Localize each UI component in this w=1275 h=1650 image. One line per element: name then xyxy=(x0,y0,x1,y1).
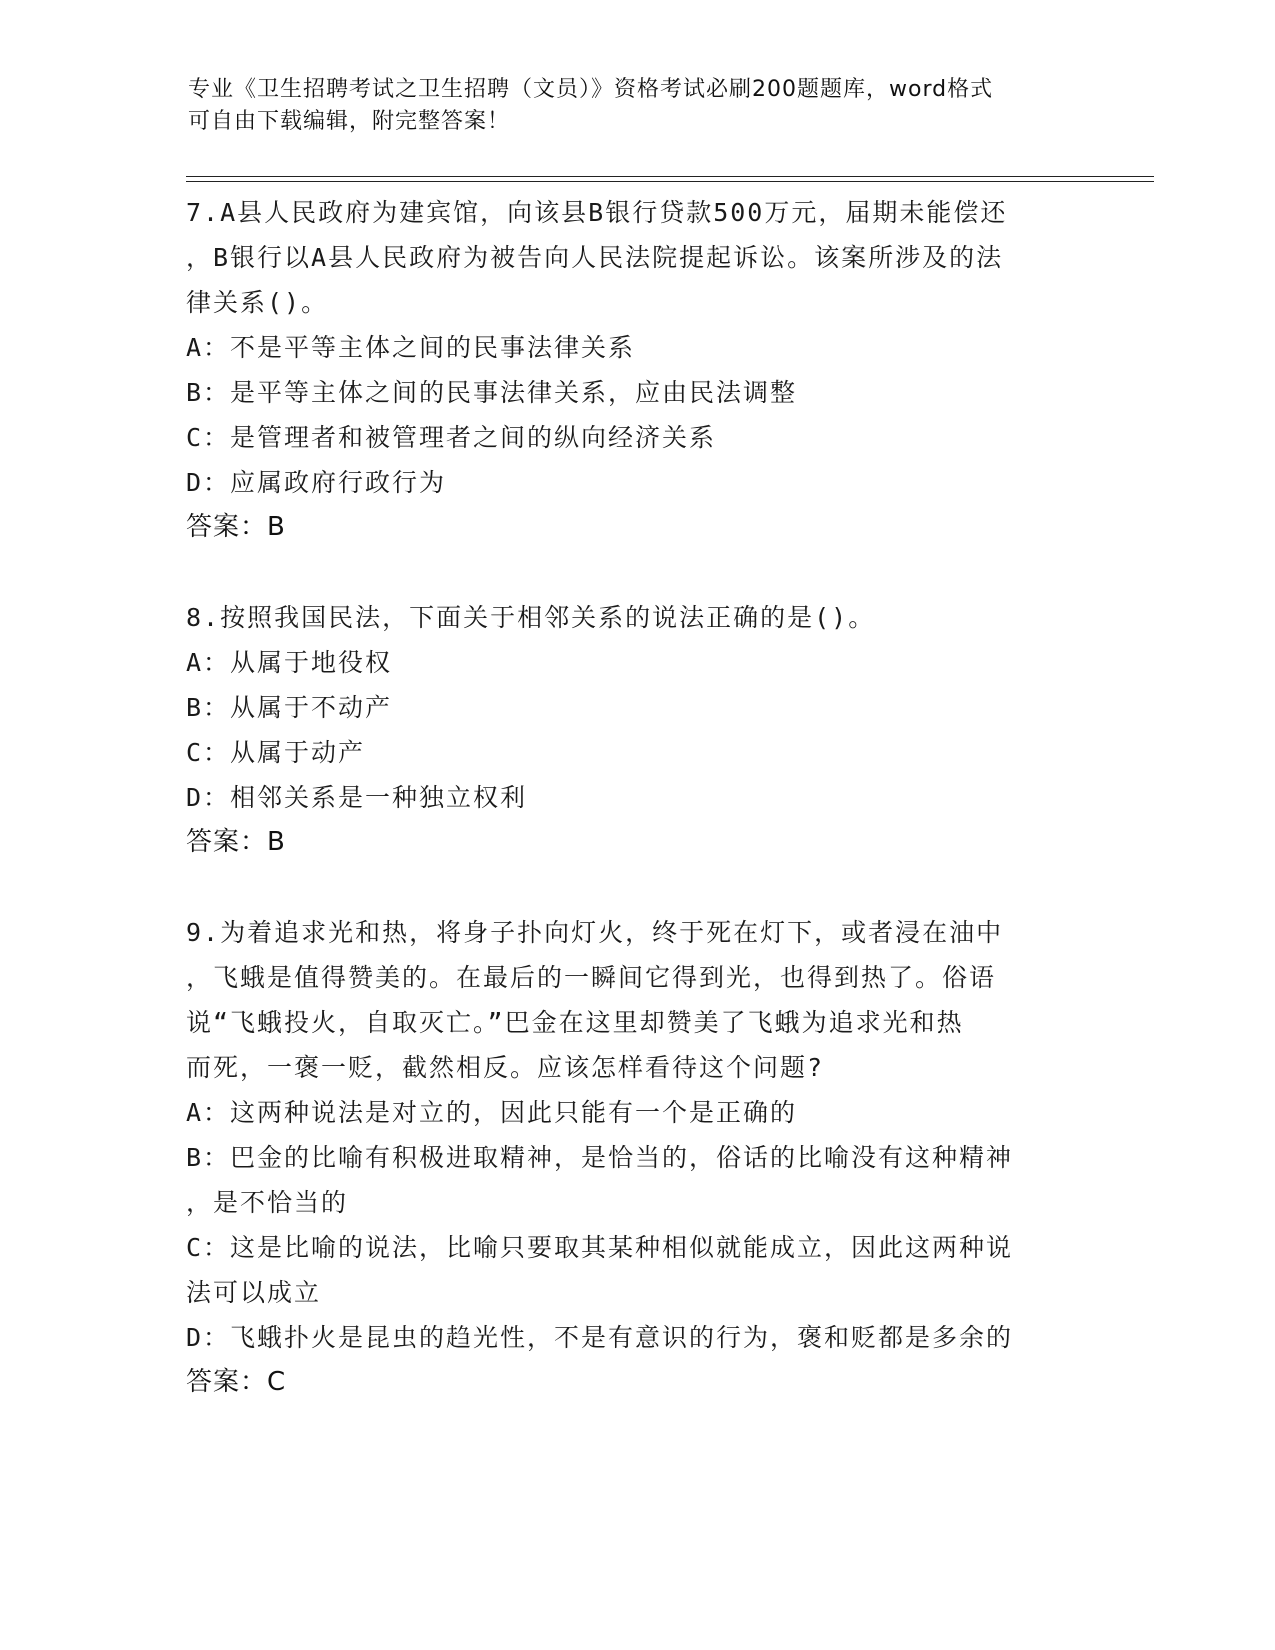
header-divider-top xyxy=(186,176,1154,177)
answer-label: 答案：B xyxy=(186,512,286,542)
option-d: D：相邻关系是一种独立权利 xyxy=(186,783,528,812)
option-c: C：是管理者和被管理者之间的纵向经济关系 xyxy=(186,423,717,452)
question-item xyxy=(186,190,1086,550)
option-d: D：应属政府行政行为 xyxy=(186,468,447,497)
question-item xyxy=(186,910,1086,1405)
question-text-line: ，飞蛾是值得赞美的。在最后的一瞬间它得到光，也得到热了。俗语 xyxy=(186,963,997,992)
question-text-line: 9.为着追求光和热，将身子扑向灯火，终于死在灯下，或者浸在油中 xyxy=(186,918,1004,947)
option-b: B：巴金的比喻有积极进取精神，是恰当的，俗话的比喻没有这种精神 xyxy=(186,1143,1014,1172)
question-spacer xyxy=(186,550,1086,595)
question-list xyxy=(186,190,1086,1405)
question-text-line: 律关系()。 xyxy=(186,288,329,317)
question-spacer xyxy=(186,865,1086,910)
question-text-line: ，B银行以A县人民政府为被告向人民法院提起诉讼。该案所涉及的法 xyxy=(186,243,1004,272)
document-header xyxy=(188,74,1088,138)
option-a: A：从属于地役权 xyxy=(186,648,393,677)
answer-label: 答案：B xyxy=(186,827,286,857)
option-a: A：这两种说法是对立的，因此只能有一个是正确的 xyxy=(186,1098,798,1127)
question-item xyxy=(186,595,1086,865)
option-b: B：是平等主体之间的民事法律关系，应由民法调整 xyxy=(186,378,798,407)
question-text-line: 说“飞蛾投火，自取灭亡。”巴金在这里却赞美了飞蛾为追求光和热 xyxy=(186,1008,964,1037)
option-b-continued: ，是不恰当的 xyxy=(186,1188,349,1217)
header-title-line-1: 专业《卫生招聘考试之卫生招聘（文员）》资格考试必刷200题题库，word格式 xyxy=(188,77,994,102)
option-c: C：从属于动产 xyxy=(186,738,366,767)
header-title-line-2: 可自由下载编辑，附完整答案！ xyxy=(188,109,511,134)
option-b: B：从属于不动产 xyxy=(186,693,393,722)
option-a: A：不是平等主体之间的民事法律关系 xyxy=(186,333,636,362)
answer-label: 答案：C xyxy=(186,1367,287,1397)
question-text-line: 8.按照我国民法，下面关于相邻关系的说法正确的是()。 xyxy=(186,603,876,632)
option-c-continued: 法可以成立 xyxy=(186,1278,322,1307)
header-divider-bottom xyxy=(186,181,1154,182)
question-text-line: 而死，一褒一贬，截然相反。应该怎样看待这个问题? xyxy=(186,1053,825,1082)
question-text-line: 7.A县人民政府为建宾馆，向该县B银行贷款500万元，届期未能偿还 xyxy=(186,198,1008,227)
option-d: D：飞蛾扑火是昆虫的趋光性，不是有意识的行为，褒和贬都是多余的 xyxy=(186,1323,1014,1352)
option-c: C：这是比喻的说法，比喻只要取其某种相似就能成立，因此这两种说 xyxy=(186,1233,1014,1262)
